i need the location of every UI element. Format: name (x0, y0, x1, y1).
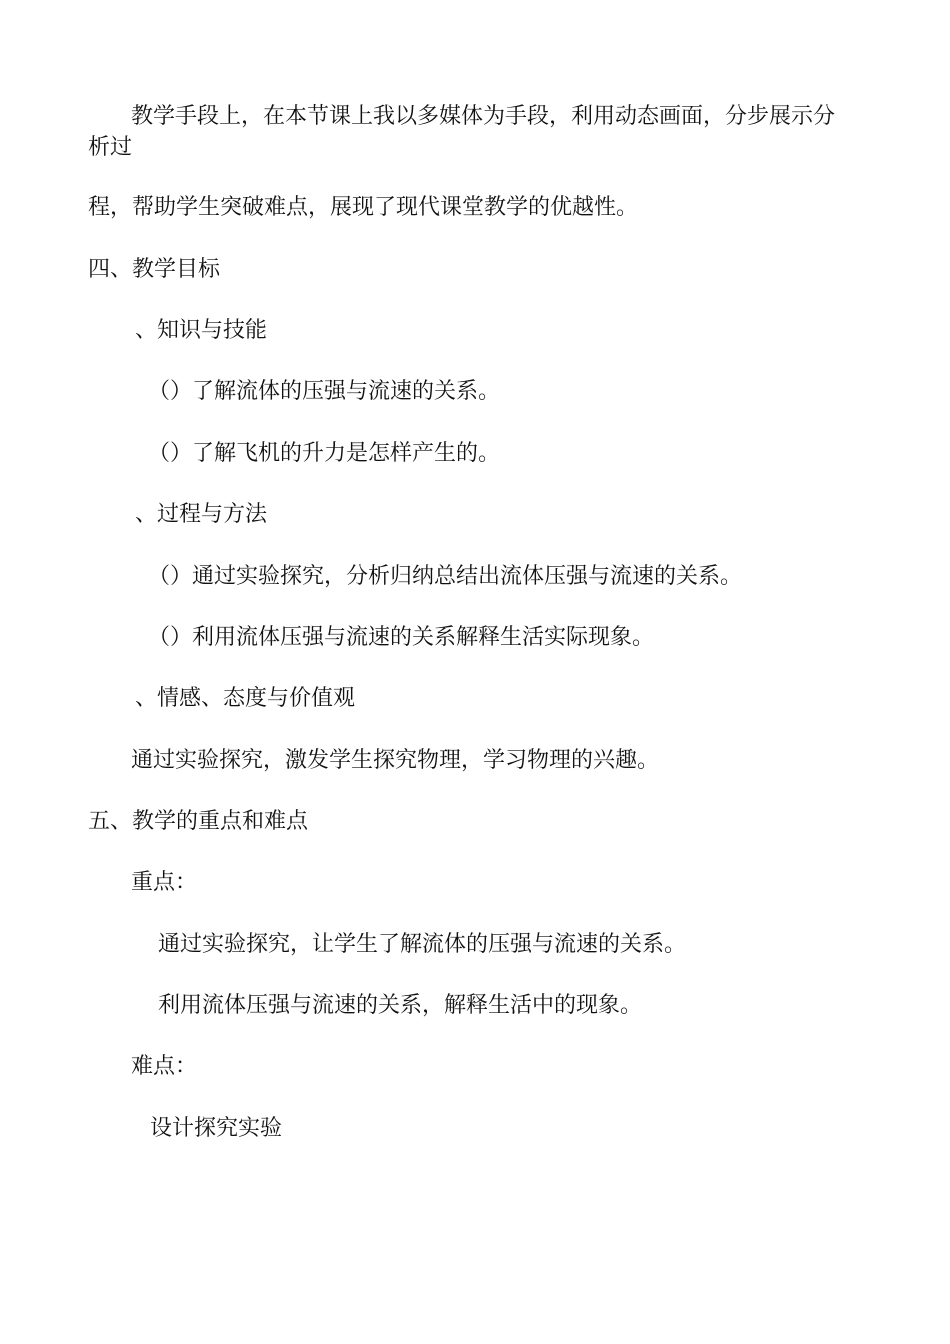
section-5-heading: 五、教学的重点和难点 (88, 809, 309, 834)
key-points-label: 重点： (131, 870, 198, 895)
knowledge-item-2: （）了解飞机的升力是怎样产生的。 (148, 441, 501, 466)
difficulty-1: 设计探究实验 (150, 1116, 283, 1141)
emotion-values-heading: 、情感、态度与价值观 (135, 686, 356, 711)
process-method-heading: 、过程与方法 (135, 502, 268, 527)
key-point-2: 利用流体压强与流速的关系，解释生活中的现象。 (158, 993, 643, 1018)
process-item-1: （）通过实验探究，分析归纳总结出流体压强与流速的关系。 (148, 564, 743, 589)
difficulty-label: 难点： (131, 1054, 198, 1079)
key-point-1: 通过实验探究，让学生了解流体的压强与流速的关系。 (158, 932, 687, 957)
intro-paragraph-line-3: 程，帮助学生突破难点，展现了现代课堂教学的优越性。 (88, 195, 639, 220)
knowledge-skills-heading: 、知识与技能 (135, 318, 268, 343)
intro-paragraph-line-2: 析过 (88, 135, 133, 160)
process-item-2: （）利用流体压强与流速的关系解释生活实际现象。 (148, 625, 655, 650)
knowledge-item-1: （）了解流体的压强与流速的关系。 (148, 379, 501, 404)
emotion-values-text: 通过实验探究，激发学生探究物理，学习物理的兴趣。 (131, 748, 660, 773)
section-4-heading: 四、教学目标 (88, 257, 221, 282)
intro-paragraph-line-1: 教学手段上，在本节课上我以多媒体为手段，利用动态画面，分步展示分 (131, 104, 836, 129)
